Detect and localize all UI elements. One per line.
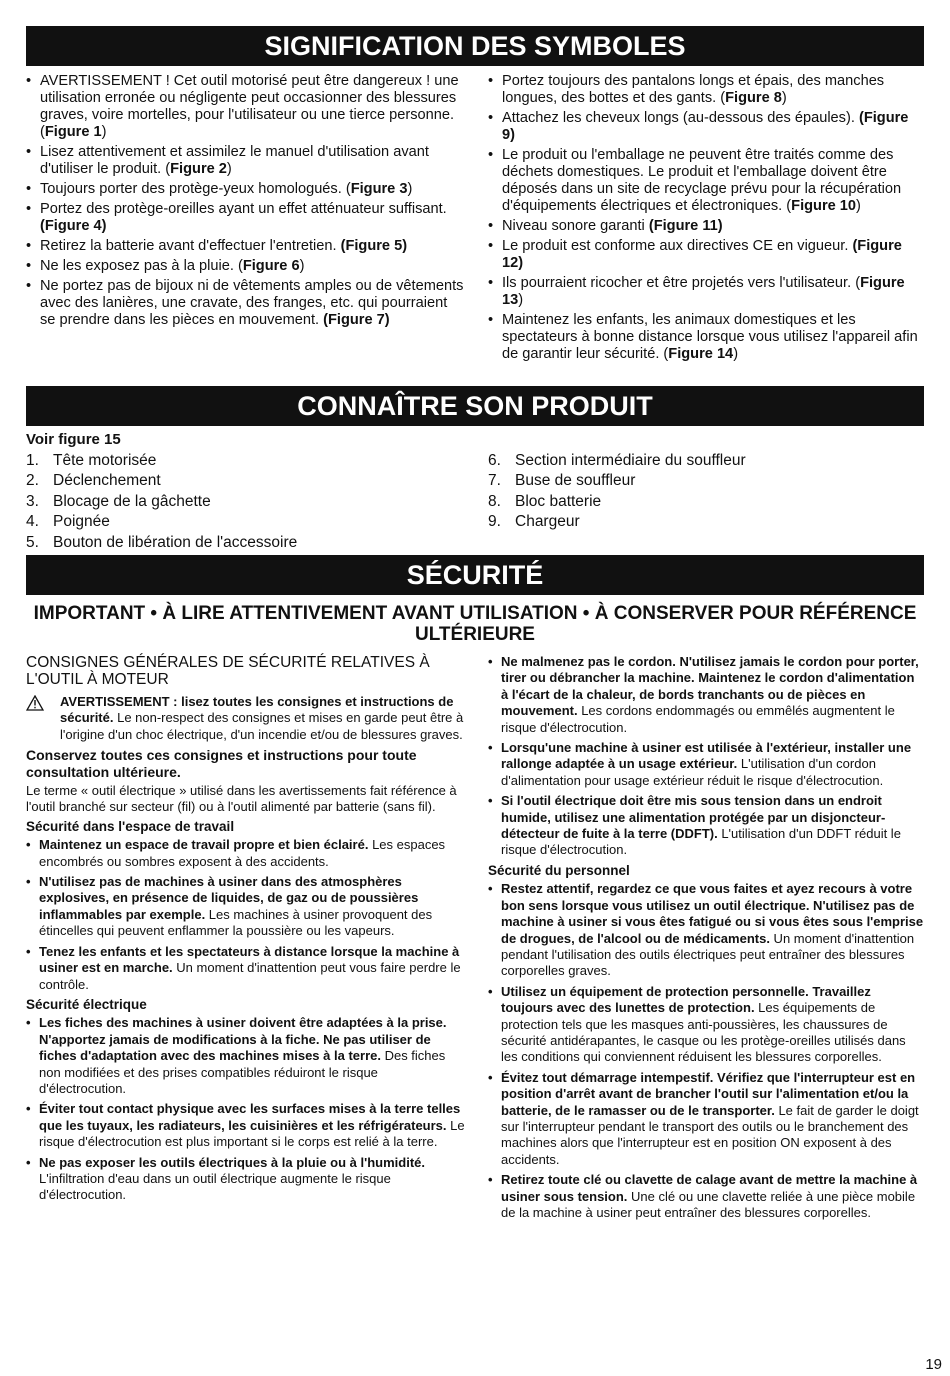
symbol-text: Retirez la batterie avant d'effectuer l'entretien. [40,238,341,254]
safety-rule [488,793,924,859]
important-notice: IMPORTANT • À LIRE ATTENTIVEMENT AVANT UTILISATION • À CONSERVER POUR RÉFÉRENCE ULTÉRIEURE [33,603,917,645]
figure-reference: Figure 3 [350,181,408,197]
safety-rule-bold: Restez attentif, regardez ce que vous faites et ayez recours à votre bon sens lorsque vous utilisez un outil électrique. N'utilisez pas de machine à usiner si vous êtes fatigué ou si vous êtes sous l'emprise de drogues, de l'alcool ou de médicaments. [501,881,924,946]
product-part-item [488,492,924,512]
symbols-left-column [26,73,466,332]
safety-rule [26,1155,466,1204]
safety-rule-bold: Ne pas exposer les outils électriques à la pluie ou à l'humidité. [39,1154,425,1170]
part-number: 8. [488,492,501,510]
figure-reference: (Figure 5) [340,238,408,254]
product-part-item [26,533,466,553]
symbol-item [488,73,924,107]
safety-rule-text: Les espaces encombrés ou sombres exposent à des accidents. [39,837,446,869]
safety-rule-bold: Éviter tout contact physique avec les surfaces mises à la terre telles que les tuyaux, les radiateurs, les cuisinières et les réfrigérateurs. [39,1101,461,1133]
safety-rule [26,944,466,993]
safety-rule-text: Une clé ou une clavette reliée à une pièce mobile de la machine à usiner peut entraîner des blessures corporelles. [501,1188,916,1220]
safety-rule-bold: Les fiches des machines à usiner doivent être adaptées à la prise. N'apportez jamais de modifications à la fiche. Ne pas utiliser de fiches d'adaptation avec des machines mises à la terre. [39,1015,447,1064]
personal-safety-heading: Sécurité du personnel [488,862,630,878]
symbol-text-end: ) [407,181,413,197]
safety-rule-bold: Lorsqu'une machine à usiner est utilisée à l'extérieur, installer une rallonge adaptée à un usage extérieur. [501,740,912,772]
safety-rule-bold: Retirez toute clé ou clavette de calage avant de mettre la machine à usiner sous tension. [501,1172,918,1204]
symbol-text: Le produit est conforme aux directives CE en vigueur. [502,238,853,254]
symbol-item [488,218,924,235]
figure-reference: (Figure 12) [502,238,902,271]
symbol-text: Le produit ou l'emballage ne peuvent être traités comme des déchets domestiques. Le produit et l'emballage doivent être déposés dans un site de recyclage prévu pour la récupération d'équipements électriques et électroniques. ( [502,147,902,214]
safety-rule-bold: Maintenez un espace de travail propre et bien éclairé. [39,837,369,853]
safety-rule [488,1070,924,1168]
symbols-section-title: SIGNIFICATION DES SYMBOLES [26,26,924,66]
figure-reference: Figure 13 [502,275,905,308]
safety-rule [488,654,924,736]
symbol-text: Maintenez les enfants, les animaux domestiques et les spectateurs à bonne distance lorsque vous utilisez l'appareil afin de garantir leur sécurité. ( [502,312,918,362]
product-part-item [26,471,466,491]
symbol-text-end: ) [518,292,524,308]
symbol-item [26,144,466,178]
part-name: Bouton de libération de l'accessoire [53,533,298,551]
figure-reference: (Figure 4) [40,218,107,234]
general-safety-heading: CONSIGNES GÉNÉRALES DE SÉCURITÉ RELATIVES À L'OUTIL À MOTEUR [26,654,430,688]
safety-rule [26,874,466,940]
safety-rule [488,881,924,979]
warning-text: Le non-respect des consignes et mises en garde peut être à l'origine d'un choc électrique, d'un incendie et/ou de blessures graves. [60,710,464,742]
part-number: 5. [26,533,39,551]
figure-reference: Figure 6 [242,258,300,274]
safety-rule-text: L'infiltration d'eau dans un outil électrique augmente le risque d'électrocution. [39,1170,391,1203]
safety-rule-bold: Si l'outil électrique doit être mis sous tension dans un endroit humide, utilisez une alimentation protégée par un disjoncteur-détecteur de fuite à la terre (DDFT). [501,793,886,842]
part-number: 6. [488,452,501,469]
safety-rule [26,1015,466,1097]
safety-left-column [26,654,466,1208]
safety-rule [26,837,466,870]
symbol-item [26,73,466,141]
figure-reference: (Figure 11) [648,218,723,234]
page-number: 19 [925,1356,942,1373]
part-number: 2. [26,472,39,490]
figure-reference: Figure 1 [44,124,102,140]
symbol-item [26,238,466,255]
symbol-text: Ne portez pas de bijoux ni de vêtements amples ou de vêtements avec des lanières, une cravate, des franges, etc. qui pourraient se prendre dans les pièces en mouvement. [40,278,464,328]
safety-rule-bold: Tenez les enfants et les spectateurs à distance lorsque la machine à usiner est en marche. [39,943,460,976]
symbol-item [488,312,924,363]
term-definition: Le terme « outil électrique » utilisé dans les avertissements fait référence à l'outil branché sur secteur (fil) ou à l'outil alimenté par batterie (sans fil). [26,783,457,815]
part-name: Tête motorisée [53,452,157,469]
part-number: 1. [26,452,39,469]
product-parts-left [26,451,466,553]
figure-reference: (Figure 9) [502,110,909,143]
part-name: Blocage de la gâchette [53,492,211,510]
symbol-item [26,258,466,275]
safety-rule-text: L'utilisation d'un DDFT réduit le risque d'électrocution. [501,826,901,858]
part-name: Déclenchement [53,472,161,490]
symbol-item [26,278,466,329]
part-name: Chargeur [515,513,580,531]
part-number: 7. [488,472,501,490]
symbols-right-column [488,73,924,366]
safety-rule-text: Les équipements de protection tels que les masques anti-poussières, les chaussures de sécurité antidérapantes, le casque ou les protège-oreilles utilisés dans les conditions qui conviennent réduisent les blessures corporelles. [501,1000,906,1065]
see-figure-label: Voir figure 15 [26,431,121,448]
part-number: 9. [488,513,501,531]
figure-reference: Figure 2 [170,161,227,177]
symbol-text: Attachez les cheveux longs (au-dessous des épaules). [502,110,859,126]
symbol-item [488,275,924,309]
product-part-item [26,451,466,471]
symbol-text-end: ) [781,90,787,106]
figure-reference: Figure 14 [668,346,734,362]
symbol-item [488,238,924,272]
symbol-text: Ne les exposez pas à la pluie. ( [40,258,243,274]
safety-rule-text: Des fiches non modifiées et des prises compatibles réduiront le risque d'électrocution. [39,1048,446,1096]
figure-reference: (Figure 7) [323,312,390,328]
safety-rule-text: Le risque d'électrocution est plus important si le corps est relié à la terre. [39,1117,465,1150]
figure-reference: Figure 10 [791,198,857,214]
safety-rule-bold: Ne malmenez pas le cordon. N'utilisez jamais le cordon pour porter, tirer ou débrancher la machine. Maintenez le cordon d'alimentation à l'écart de la chaleur, de bords tranchants ou de pièces en mouvement. [501,654,919,719]
symbol-text-end: ) [226,161,232,177]
product-part-item [488,451,924,471]
symbol-text: Toujours porter des protège-yeux homologués. ( [40,181,351,197]
symbol-text-end: ) [856,198,861,214]
symbol-text: Portez des protège-oreilles ayant un effet atténuateur suffisant. [40,201,447,217]
symbol-text: Lisez attentivement et assimilez le manuel d'utilisation avant d'utiliser le produit. ( [40,144,429,177]
symbol-text: Niveau sonore garanti [502,218,649,234]
symbol-text-end: ) [733,346,739,362]
warning-triangle-icon [26,695,44,711]
symbol-text-end: ) [299,258,305,274]
part-name: Poignée [53,513,110,531]
symbol-text-end: ) [101,124,107,140]
warning-block [26,694,466,743]
warning-bold-text: AVERTISSEMENT : lisez toutes les consignes et instructions de sécurité. [60,694,454,726]
safety-rule [488,984,924,1066]
product-part-item [26,512,466,532]
figure-reference: Figure 8 [725,90,782,106]
product-parts-right [488,451,924,533]
safety-rule-text: Un moment d'inattention pendant l'utilisation des outils électriques peut entraîner des blessures corporelles graves. [501,930,915,979]
product-part-item [26,492,466,512]
symbol-item [26,181,466,198]
work-area-heading: Sécurité dans l'espace de travail [26,818,235,834]
product-part-item [488,512,924,532]
safety-rule-bold: Utilisez un équipement de protection personnelle. Travaillez toujours avec des lunettes de protection. [501,983,871,1016]
part-number: 4. [26,513,39,531]
symbol-text: AVERTISSEMENT ! Cet outil motorisé peut être dangereux ! une utilisation erronée ou négligente peut occasionner des blessures graves, voire mortelles, pour l'utilisateur ou une tierce personne. ( [40,73,459,140]
safety-rule-text: Un moment d'inattention peut vous faire perdre le contrôle. [39,960,461,992]
safety-rule-text: Les machines à usiner provoquent des étincelles qui peuvent enflammer la poussière ou les vapeurs. [39,906,433,939]
part-name: Bloc batterie [515,492,602,510]
safety-rule [26,1101,466,1150]
safety-right-column [488,654,924,1225]
symbol-text: Ils pourraient ricocher et être projetés vers l'utilisateur. ( [502,275,861,291]
safety-rule [488,740,924,789]
symbol-item [26,201,466,235]
part-name: Buse de souffleur [515,472,636,490]
safety-rule-text: L'utilisation d'un cordon d'alimentation pour usage extérieur réduit le risque d'électrocution. [501,756,884,788]
symbol-item [488,110,924,144]
safety-section-title: SÉCURITÉ [26,555,924,595]
electrical-heading: Sécurité électrique [26,996,147,1012]
part-number: 3. [26,492,39,510]
symbol-text: Portez toujours des pantalons longs et épais, des manches longues, des bottes et des gants. ( [502,73,885,106]
product-part-item [488,471,924,491]
safety-rule-bold: N'utilisez pas de machines à usiner dans des atmosphères explosives, en présence de liquides, de gaz ou de poussières inflammables par exemple. [39,874,419,922]
safety-rule-bold: Évitez tout démarrage intempestif. Vérifiez que l'interrupteur est en position d'arrêt avant de brancher l'outil sur l'alimentation et/ou la batterie, de le ramasser ou de le transporter. [501,1069,916,1118]
product-section-title: CONNAÎTRE SON PRODUIT [26,386,924,426]
keep-instructions: Conservez toutes ces consignes et instructions pour toute consultation ultérieure. [26,747,417,780]
safety-rule-text: Les cordons endommagés ou emmêlés augmentent le risque d'électrocution. [501,703,895,735]
symbol-item [488,147,924,215]
safety-rule-text: Le fait de garder le doigt sur l'interrupteur pendant le transport des outils ou le branchement des machines alors que l'interrupteur est en position ON exposent à des accidents. [501,1102,919,1167]
part-name: Section intermédiaire du souffleur [515,452,746,469]
safety-rule [488,1172,924,1221]
